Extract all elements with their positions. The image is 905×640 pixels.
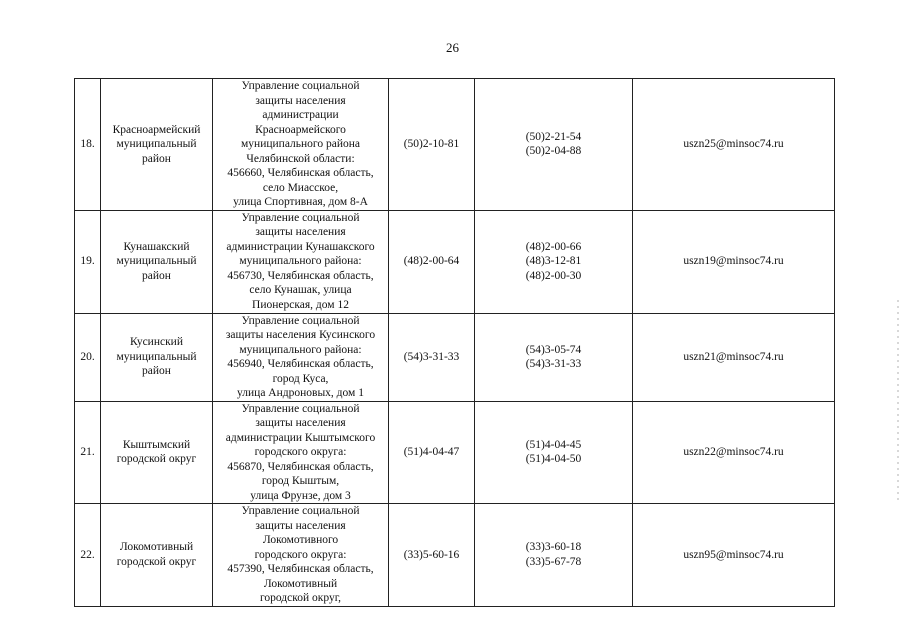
table-row (75, 210, 835, 313)
office-address-line: 456730, Челябинская область, (227, 269, 374, 282)
additional-phone-line: (51)4-04-45 (525, 438, 582, 451)
page-number: 26 (446, 40, 459, 55)
office-address-line: Управление социальной (241, 80, 360, 92)
municipality-name-line: муниципальный (116, 138, 197, 150)
office-address-line: защиты населения (255, 519, 346, 532)
office-address (213, 210, 389, 313)
phone-number: (50)2-10-81 (389, 79, 475, 211)
office-address (213, 313, 389, 401)
email-address: uszn21@minsoc74.ru (633, 313, 835, 401)
row-number: 21. (75, 401, 101, 504)
municipality-name-line: Кыштымский (122, 438, 191, 451)
office-address-line: Пионерская, дом 12 (252, 298, 349, 311)
office-address (213, 401, 389, 504)
office-address-line: защиты населения (255, 417, 346, 429)
office-address-line: Челябинской области: (246, 152, 355, 165)
row-number: 19. (75, 210, 101, 313)
office-address (213, 504, 389, 607)
office-address-line: 456870, Челябинская область, (227, 460, 374, 473)
office-address-line: 456660, Челябинская область, (227, 167, 374, 179)
additional-phone-line: (33)5-67-78 (525, 555, 582, 568)
municipality-name-line: Красноармейский (112, 123, 201, 136)
municipality-name-line: городской округ (116, 555, 197, 568)
office-address-line: улица Фрунзе, дом 3 (250, 489, 351, 502)
office-address-line: администрации Кунашакского (226, 240, 375, 253)
office-address-line: село Кунашак, улица (249, 284, 352, 297)
email-address: uszn25@minsoc74.ru (633, 79, 835, 211)
office-address-line: город Куса, (272, 372, 329, 385)
office-address-line: муниципального района (241, 138, 360, 150)
table-body (75, 79, 835, 607)
office-address-line: городского округа: (254, 446, 347, 458)
office-address-line: муниципального района: (239, 343, 362, 356)
office-address-line: 456940, Челябинская область, (227, 358, 374, 370)
additional-phones (475, 313, 633, 401)
municipality-name-line: муниципальный (116, 350, 197, 363)
municipality-name (101, 401, 213, 504)
municipality-name-line: Локомотивный (119, 541, 194, 554)
row-number: 22. (75, 504, 101, 607)
social-protection-offices-table (74, 78, 835, 607)
municipality-name-line: район (142, 269, 171, 282)
office-address-line: защиты населения Кусинского (225, 329, 376, 341)
office-address-line: улица Андроновых, дом 1 (237, 387, 364, 399)
table-row (75, 401, 835, 504)
additional-phone-line: (50)2-04-88 (525, 145, 582, 158)
additional-phones (475, 210, 633, 313)
additional-phones (475, 79, 633, 211)
municipality-name-line: муниципальный (116, 255, 197, 268)
additional-phones (475, 401, 633, 504)
additional-phone-line: (54)3-05-74 (525, 343, 582, 356)
email-address: uszn95@minsoc74.ru (633, 504, 835, 607)
office-address-line: Управление социальной (241, 211, 360, 224)
scan-edge-marks (897, 300, 899, 500)
additional-phone-line: (48)2-00-66 (525, 240, 582, 253)
office-address-line: администрации Кыштымского (225, 431, 376, 444)
municipality-name (101, 504, 213, 607)
additional-phone-line: (54)3-31-33 (525, 358, 582, 370)
municipality-name-line: район (142, 152, 171, 165)
table-row (75, 79, 835, 211)
office-address-line: Красноармейского (255, 123, 346, 136)
phone-number: (54)3-31-33 (389, 313, 475, 401)
additional-phone-line: (51)4-04-50 (525, 453, 582, 466)
municipality-name-line: Кусинский (130, 336, 183, 349)
row-number: 18. (75, 79, 101, 211)
additional-phone-line: (48)3-12-81 (525, 255, 582, 268)
municipality-name (101, 210, 213, 313)
office-address-line: городского округа: (254, 548, 347, 561)
additional-phone-line: (48)2-00-30 (525, 269, 582, 282)
municipality-name-line: Кунашакский (123, 240, 190, 253)
office-address-line: село Миасское, (262, 181, 339, 194)
office-address-line: защиты населения (255, 226, 346, 239)
office-address-line: улица Спортивная, дом 8-А (233, 196, 368, 208)
municipality-name (101, 313, 213, 401)
office-address (213, 79, 389, 211)
phone-number: (48)2-00-64 (389, 210, 475, 313)
office-address-line: муниципального района: (239, 255, 362, 268)
office-address-line: администрации (262, 109, 339, 121)
phone-number: (51)4-04-47 (389, 401, 475, 504)
office-address-line: Локомотивного (262, 534, 339, 546)
municipality-name-line: район (142, 365, 171, 378)
row-number: 20. (75, 313, 101, 401)
phone-number: (33)5-60-16 (389, 504, 475, 607)
additional-phone-line: (50)2-21-54 (525, 130, 582, 143)
additional-phone-line: (33)3-60-18 (525, 541, 582, 554)
email-address: uszn22@minsoc74.ru (633, 401, 835, 504)
office-address-line: городской округ, (259, 592, 342, 604)
office-address-line: Управление социальной (241, 402, 360, 415)
office-address-line: город Кыштым, (261, 475, 340, 487)
email-address: uszn19@minsoc74.ru (633, 210, 835, 313)
office-address-line: защиты населения (255, 94, 346, 107)
municipality-name-line: городской округ (116, 453, 197, 466)
office-address-line: 457390, Челябинская область, (227, 563, 374, 575)
office-address-line: Управление социальной (241, 505, 360, 517)
table-row (75, 313, 835, 401)
municipality-name (101, 79, 213, 211)
office-address-line: Управление социальной (241, 314, 360, 327)
additional-phones (475, 504, 633, 607)
table-row (75, 504, 835, 607)
office-address-line: Локомотивный (263, 577, 338, 590)
